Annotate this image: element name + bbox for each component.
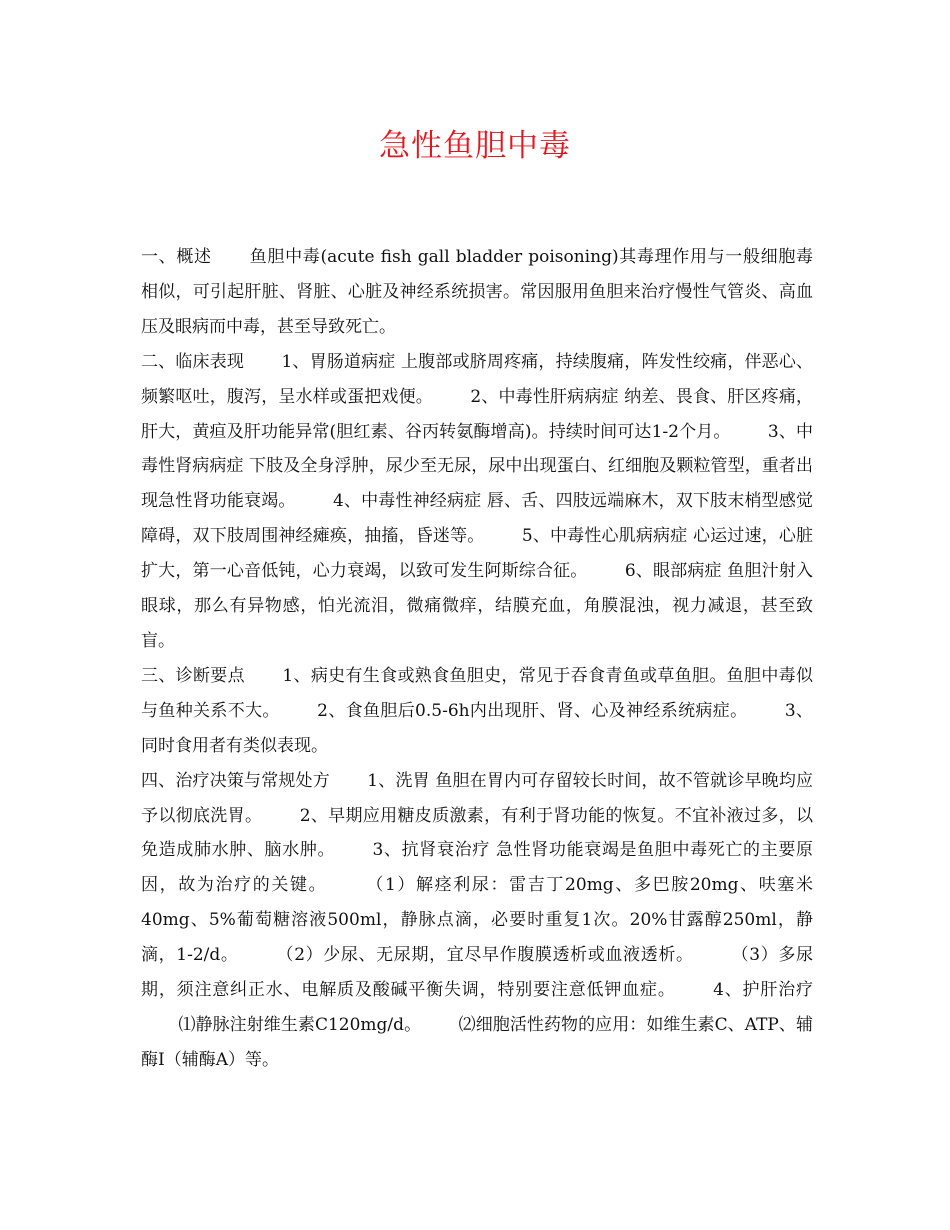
document-title: 急性鱼胆中毒	[379, 128, 571, 164]
section-text: ⑵细胞活性药物的应用：如维生素C、ATP、辅酶I（辅酶A）等。	[141, 1014, 813, 1070]
section-text: 2、食鱼胆后0.5-6h内出现肝、肾、心及神经系统病症。	[317, 700, 748, 721]
section-text: 3、中毒性肾病病症 下肢及全身浮肿，尿少至无尿，尿中出现蛋白、红细胞及颗粒管型，重者出现急性肾功能衰竭。	[141, 421, 814, 512]
section-text: （3）多尿期，须注意纠正水、电解质及酸碱平衡失调，特别要注意低钾血症。	[141, 945, 813, 1001]
section-clinical	[141, 345, 813, 659]
section-heading: 三、诊断要点	[141, 665, 245, 686]
section-overview	[141, 240, 813, 345]
section-text: 2、早期应用糖皮质激素，有利于肾功能的恢复。不宜补液过多，以免造成肺水肿、脑水肿。	[141, 805, 813, 861]
section-text: 2、中毒性肝病病症 纳差、畏食、肝区疼痛，肝大，黄疸及肝功能异常(胆红素、谷丙转氨酶增高)。持续时间可达1-2个月。	[141, 386, 813, 442]
section-text: 3、同时食用者有类似表现。	[141, 700, 814, 756]
section-text: 4、护肝治疗	[713, 980, 813, 1001]
section-diagnosis	[141, 659, 813, 764]
section-text: 4、中毒性神经病症 唇、舌、四肢远端麻木，双下肢末梢型感觉障碍，双下肢周围神经瘫痪，抽搐，昏迷等。	[141, 491, 814, 547]
section-text: 3、抗肾衰治疗 急性肾功能衰竭是鱼胆中毒死亡的主要原因，故为治疗的关键。	[141, 840, 814, 896]
section-heading: 四、治疗决策与常规处方	[141, 770, 330, 791]
section-treatment	[141, 764, 813, 1078]
section-text: 5、中毒性心肌病病症 心运过速，心脏扩大，第一心音低钝，心力衰竭，以致可发生阿斯综合征。	[141, 526, 813, 582]
section-text: 1、洗胃 鱼胆在胃内可存留较长时间，故不管就诊早晚均应予以彻底洗胃。	[141, 770, 814, 826]
section-text: ⑴静脉注射维生素C120mg/d。	[178, 1014, 422, 1035]
section-text: 1、病史有生食或熟食鱼胆史，常见于吞食青鱼或草鱼胆。鱼胆中毒似与鱼种关系不大。	[141, 665, 813, 721]
section-text: （2）少尿、无尿期，宜尽早作腹膜透析或血液透析。	[275, 945, 694, 966]
section-heading: 二、临床表现	[141, 351, 245, 372]
section-text: 1、胃肠道病症 上腹部或脐周疼痛，持续腹痛，阵发性绞痛，伴恶心、频繁呕吐，腹泻，呈水样或蛋把戏便。	[141, 351, 814, 407]
section-text: 6、眼部病症 鱼胆汁射入眼球，那么有异物感，怕光流泪，微痛微痒，结膜充血，角膜混浊，视力减退，甚至致盲。	[141, 561, 813, 651]
section-heading: 一、概述	[141, 247, 212, 267]
section-text: 鱼胆中毒(acute fish gall bladder poisoning)其毒理作用与一般细胞毒相似，可引起肝脏、肾脏、心脏及神经系统损害。常因服用鱼胆来治疗慢性气管炎、高血压及眼病而中毒，甚至导致死亡。	[141, 247, 813, 337]
section-text: （1）解痉利尿：雷吉丁20mg、多巴胺20mg、呋塞米40mg、5%葡萄糖溶液500ml，静脉点滴，必要时重复1次。20%甘露醇250ml，静滴，1-2/d。	[141, 875, 813, 966]
document-body	[141, 240, 813, 1078]
